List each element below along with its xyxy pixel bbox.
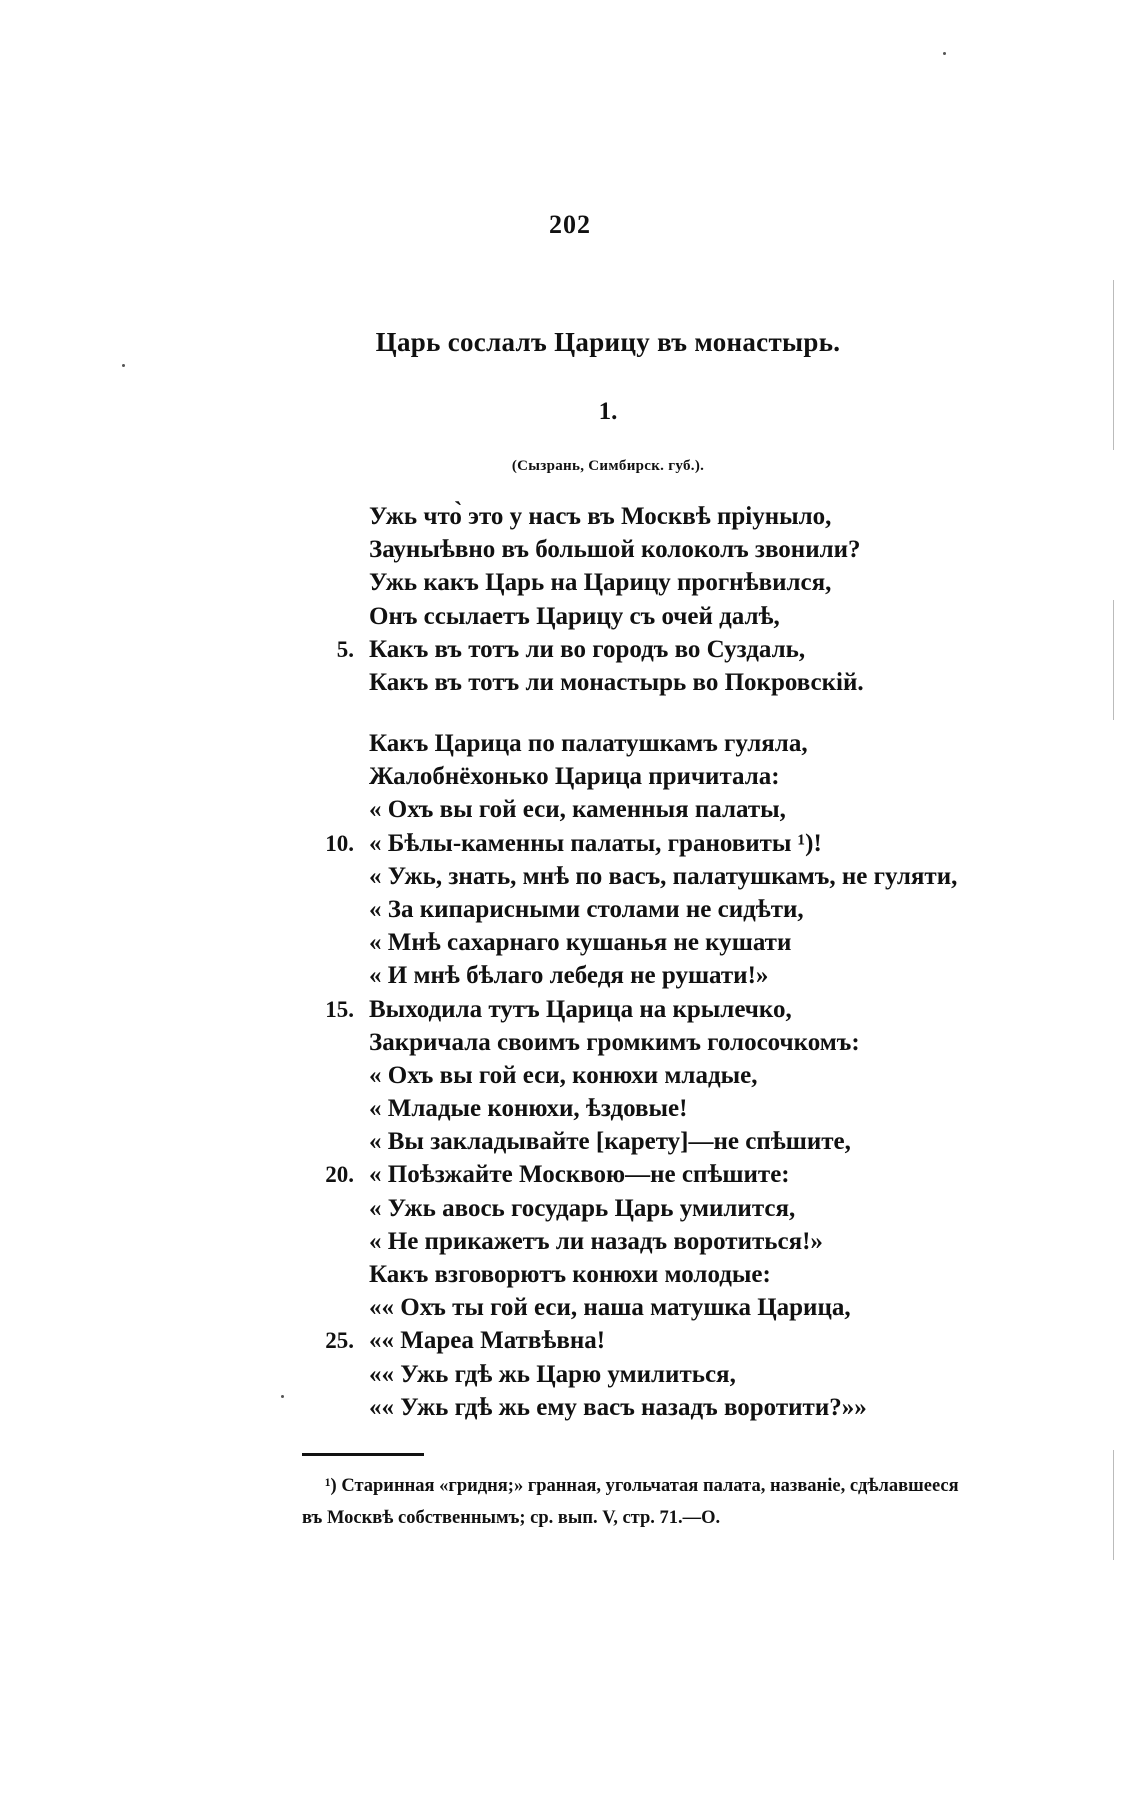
poem-line [0, 993, 1140, 1026]
poem-line [0, 926, 1140, 959]
scan-speck [943, 52, 946, 55]
line-text: Ужь какъ Царь на Царицу прогнѣвился, [369, 569, 832, 597]
line-text: «« Охъ ты гой еси, наша матушка Царица, [369, 1294, 851, 1322]
scan-edge-line [1113, 280, 1114, 450]
footnote [302, 1470, 1065, 1534]
poem-line [0, 860, 1140, 893]
poem-line [0, 827, 1140, 860]
line-text: « Поѣзжайте Москвою—не спѣшите: [369, 1161, 790, 1189]
line-text: « Ужь, знать, мнѣ по васъ, палатушкамъ, не гуляти, [369, 862, 958, 890]
line-text: « За кипарисными столами не сидѣти, [369, 895, 804, 923]
scan-edge-line [1113, 1450, 1114, 1560]
line-number: 10. [325, 830, 354, 856]
stanza-1 [0, 500, 1140, 699]
poem-line [0, 793, 1140, 826]
line-text: «« Мареа Матвѣвна! [369, 1327, 606, 1355]
line-number: 15. [325, 996, 354, 1022]
line-text: «« Ужь гдѣ жь Царю умилиться, [369, 1360, 736, 1388]
line-text: Какъ въ тотъ ли во городъ во Суздаль, [369, 635, 806, 663]
poem-line [0, 893, 1140, 926]
line-text: Выходила тутъ Царица на крылечко, [369, 995, 792, 1023]
line-number: 25. [325, 1328, 354, 1354]
line-text: « Бѣлы-каменны палаты, грановиты ¹)! [369, 829, 822, 857]
poem-line [0, 600, 1140, 633]
line-text: « Охъ вы гой еси, каменныя палаты, [369, 796, 786, 824]
line-text: «« Ужь гдѣ жь ему васъ назадъ воротити?»» [369, 1393, 867, 1421]
scan-speck [122, 364, 125, 367]
line-text: Онъ ссылаетъ Царицу съ очей далѣ, [369, 602, 780, 630]
footnote-rule [302, 1453, 424, 1456]
poem-line [0, 1258, 1140, 1291]
poem-line [0, 1391, 1140, 1424]
scan-edge-line [1113, 600, 1114, 720]
poem-line [0, 533, 1140, 566]
line-text: « Охъ вы гой еси, конюхи младые, [369, 1061, 758, 1089]
line-text: « Вы закладывайте [карету]—не спѣшите, [369, 1128, 851, 1156]
poem-line [0, 1092, 1140, 1125]
poem-line [0, 633, 1140, 666]
poem-line [0, 666, 1140, 699]
poem-line [0, 1192, 1140, 1225]
poem-title: Царь сослалъ Царицу въ монастырь. [375, 327, 841, 357]
line-text: Какъ въ тотъ ли монастырь во Покровскій. [369, 668, 864, 696]
line-text: « Младые конюхи, ѣздовые! [369, 1095, 688, 1123]
line-text: « Мнѣ сахарнаго кушанья не кушати [369, 929, 792, 957]
line-text: « И мнѣ бѣлаго лебедя не рушати!» [369, 962, 769, 990]
part-number: 1. [598, 398, 618, 425]
line-text: Ужь что̀ это у насъ въ Москвѣ пріуныло, [369, 503, 832, 530]
line-number: 5. [336, 636, 354, 662]
poem-line [0, 959, 1140, 992]
poem-line [0, 1291, 1140, 1324]
line-text: Какъ взговорютъ конюхи молодые: [369, 1261, 771, 1288]
poem-line [0, 1059, 1140, 1092]
stanza-2 [0, 727, 1140, 1424]
line-text: Какъ Царица по палатушкамъ гуляла, [369, 730, 808, 757]
line-text: « Ужь авось государь Царь умилится, [369, 1194, 796, 1222]
line-text: Жалобнёхонько Царица причитала: [369, 763, 780, 791]
footnote-line-2: въ Москвѣ собственнымъ; ср. вып. V, стр. 71.—О. [302, 1508, 721, 1528]
source-note: (Сызрань, Симбирск. губ.). [511, 458, 705, 474]
scan-speck [281, 1395, 284, 1398]
poem-line [0, 1324, 1140, 1357]
line-number: 20. [325, 1162, 354, 1188]
poem-line [0, 1225, 1140, 1258]
line-text: Закричала своимъ громкимъ голосочкомъ: [369, 1028, 860, 1056]
poem-line [0, 1158, 1140, 1191]
poem-line [0, 727, 1140, 760]
line-text: « Не прикажетъ ли назадъ воротиться!» [369, 1227, 823, 1255]
page-number: 202 [549, 210, 591, 239]
poem-line [0, 1125, 1140, 1158]
poem-line [0, 500, 1140, 533]
footnote-line-1: ¹) Старинная «гридня;» гранная, угольчатая палата, названіе, сдѣлавшееся [325, 1476, 959, 1496]
line-text: Зауныѣвно въ большой колоколъ звонили? [369, 536, 861, 564]
poem-line [0, 1358, 1140, 1391]
poem-line [0, 566, 1140, 599]
poem-line [0, 760, 1140, 793]
poem-line [0, 1026, 1140, 1059]
